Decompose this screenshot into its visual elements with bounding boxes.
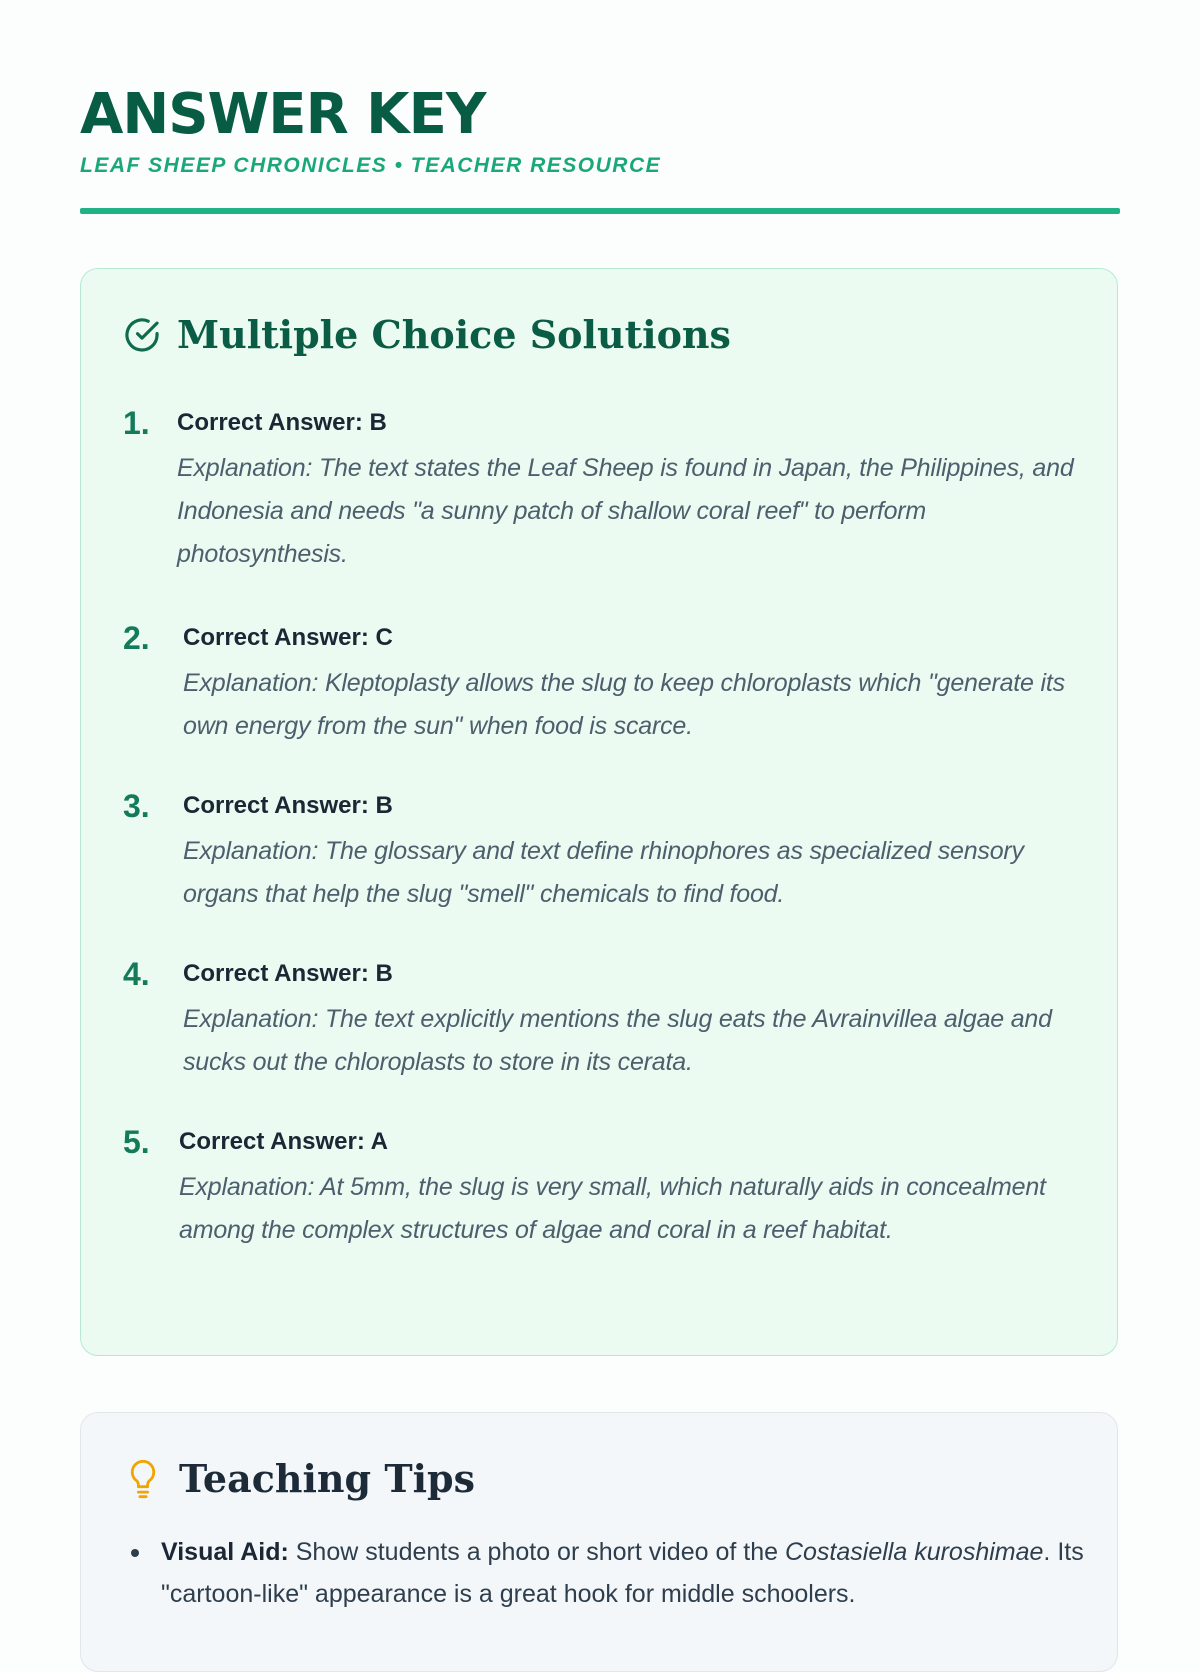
tips-list: [123, 1531, 1111, 1615]
correct-answer: Correct Answer: B: [177, 409, 387, 436]
teaching-tips-heading: [123, 1457, 475, 1501]
answer-number: 5.: [123, 1124, 150, 1160]
multiple-choice-heading: [123, 313, 731, 357]
multiple-choice-card: [80, 268, 1118, 1356]
tip-species-name: Costasiella kuroshimae: [784, 1538, 1044, 1566]
header-divider: [80, 208, 1120, 214]
tip-text-end: . Its "cartoon-like" appearance is a great hook for middle schoolers.: [161, 1538, 1084, 1608]
teaching-tips-card: [80, 1412, 1118, 1672]
multiple-choice-title: Multiple Choice Solutions: [177, 312, 731, 357]
answer-explanation: Explanation: The text explicitly mentions the slug eats the Avrainvillea algae and sucks out the chloroplasts to store in its cerata.: [183, 1005, 1052, 1076]
answer-item: [123, 403, 1083, 576]
answer-item: [123, 954, 1083, 1084]
correct-answer: Correct Answer: B: [183, 960, 393, 987]
answer-number: 1.: [123, 405, 150, 441]
tip-text: Show students a photo or short video of the: [288, 1538, 785, 1566]
page-title: ANSWER KEY: [80, 82, 486, 147]
answer-number: 3.: [123, 788, 150, 824]
answer-list: [123, 403, 1083, 1252]
answer-number: 4.: [123, 956, 150, 992]
lightbulb-icon: [127, 1459, 159, 1499]
answer-explanation: Explanation: The glossary and text define rhinophores as specialized sensory organs that help the slug "smell" chemicals to find food.: [183, 837, 1024, 908]
tip-item: [161, 1531, 1111, 1615]
correct-answer: Correct Answer: A: [179, 1128, 388, 1155]
correct-answer: Correct Answer: C: [183, 624, 393, 651]
page-header: [80, 0, 1120, 214]
answer-item: [123, 1122, 1083, 1252]
answer-explanation: Explanation: At 5mm, the slug is very small, which naturally aids in concealment among the complex structures of algae and coral in a reef habitat.: [179, 1173, 1046, 1244]
tip-label: Visual Aid:: [161, 1538, 289, 1566]
correct-answer: Correct Answer: B: [183, 792, 393, 819]
answer-key-page: [80, 0, 1120, 1608]
check-circle-icon: [123, 316, 161, 354]
page-subtitle: LEAF SHEEP CHRONICLES • TEACHER RESOURCE: [80, 154, 662, 177]
answer-item: [123, 786, 1083, 916]
answer-explanation: Explanation: Kleptoplasty allows the slug to keep chloroplasts which "generate its own energy from the sun" when food is scarce.: [183, 669, 1065, 740]
answer-item: [123, 618, 1083, 748]
teaching-tips-title: Teaching Tips: [179, 1456, 476, 1501]
answer-number: 2.: [123, 620, 150, 656]
answer-explanation: Explanation: The text states the Leaf Sheep is found in Japan, the Philippines, and Indonesia and needs "a sunny patch of shallow coral reef" to perform photosynthesis.: [177, 454, 1074, 568]
